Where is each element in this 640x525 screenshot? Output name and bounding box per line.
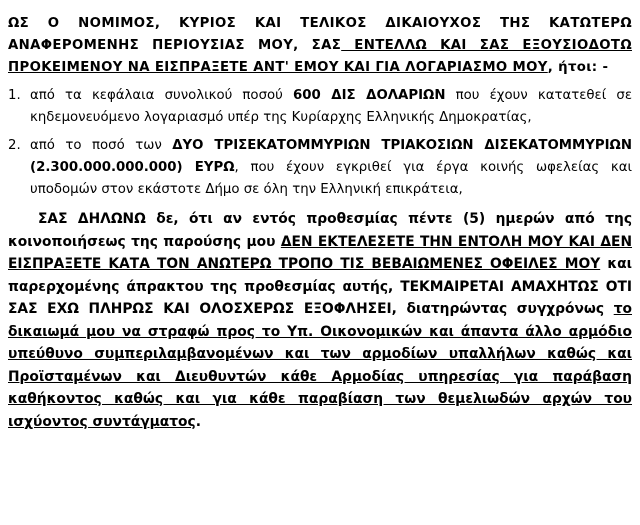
declaration-underlined-b: ΔΕΝ ΕΚΤΕΛΕΣΕΤΕ ΤΗΝ ΕΝΤΟΛΗ ΜΟΥ ΚΑΙ ΔΕΝ ΕΙΣΠΡΑΞΕΤΕ ΚΑΤΑ ΤΟΝ ΑΝΩΤΕΡΩ ΤΡΟΠΟ ΤΙΣ ΒΕΒΑΙΩΜΕΝΕΣ ΟΦΕΙΛΕΣ ΜΟΥ <box>8 233 633 272</box>
list-text-1 <box>30 85 632 129</box>
list-item-1 <box>8 85 632 129</box>
declaration-text-e: , διατηρώντας συγχρόνως <box>391 301 614 317</box>
declaration-indent <box>8 211 38 227</box>
item1-text-c: που έχουν κατατεθεί σε κηδεμονευόμενο λογαριασμό υπέρ της Κυρίαρχης Ελληνικής Δημοκρατίας, <box>30 88 633 125</box>
list-item-2 <box>8 135 632 201</box>
mandate-ending: , ήτοι: - <box>547 60 609 75</box>
item1-text-a: από τα κεφάλαια συνολικού ποσού <box>30 88 293 103</box>
declaration-underlined-f: το δικαιωμά μου να στραφώ προς το Υπ. Οικονομικών και άπαντα άλλο αρμόδιο υπεύθυνο συμπεριλαμβανομένων και των αρμοδίων υπαλλήλων καθώς και Προϊσταμένων και Διευθυντών κάθε Αρμοδίας υπηρεσίας για παράβαση καθήκοντος καθώς και για κάθε παραβίαση των θεμελιωδών αρχών του ισχύοντος συντάγματος <box>8 301 632 430</box>
declaration-text-g: . <box>195 413 201 430</box>
mandate-paragraph <box>8 13 632 79</box>
declaration-paragraph <box>8 208 632 433</box>
owner-declaration: ΩΣ Ο ΝΟΜΙΜΟΣ, ΚΥΡΙΟΣ ΚΑΙ ΤΕΛΙΚΟΣ ΔΙΚΑΙΟΥΧΟΣ ΤΗΣ ΚΑΤΩΤΕΡΩ ΑΝΑΦΕΡΟΜΕΝΗΣ ΠΕΡΙΟΥΣΙΑΣ ΜΟΥ, ΣΑΣ <box>8 16 632 53</box>
declaration-text-d: ΤΕΚΜΑΙΡΕΤΑΙ ΑΜΑΧΗΤΩΣ ΟΤΙ ΣΑΣ ΕΧΩ ΠΛΗΡΩΣ ΚΑΙ ΟΛΟΣΧΕΡΩΣ ΕΞΟΦΛΗΣΕΙ <box>8 278 633 317</box>
mandate-underlined: ΕΝΤΕΛΛΩ ΚΑΙ ΣΑΣ ΕΞΟΥΣΙΟΔΟΤΩ ΠΡΟΚΕΙΜΕΝΟΥ ΝΑ ΕΙΣΠΡΑΞΕΤΕ ΑΝΤ' ΕΜΟΥ ΚΑΙ ΓΙΑ ΛΟΓΑΡΙΑΣΜΟ ΜΟΥ <box>8 38 632 75</box>
item1-amount: 600 ΔΙΣ ΔΟΛΑΡΙΩΝ <box>292 88 446 103</box>
item2-amount: ΔΥΟ ΤΡΙΣΕΚΑΤΟΜΜΥΡΙΩΝ ΤΡΙΑΚΟΣΙΩΝ ΔΙΣΕΚΑΤΟΜΜΥΡΙΩΝ (2.300.000.000.000) ΕΥΡΩ <box>30 138 632 175</box>
item2-text-c: , που έχουν εγκριθεί για έργα κοινής ωφελείας και υποδομών στον εκάστοτε Δήμο σε όλη την Ελληνική επικράτεια, <box>30 160 633 197</box>
declaration-text-a: ΣΑΣ ΔΗΛΩΝΩ δε, ότι αν εντός προθεσμίας πέντε (5) ημερών από της κοινοποιήσεως της παρούσης μου <box>8 211 632 250</box>
list-text-2 <box>30 135 632 201</box>
list-number-2: 2. <box>8 138 21 153</box>
list-number-1: 1. <box>8 88 21 103</box>
declaration-text-c: και παρερχομένης άπρακτου της προθεσμίας αυτής, <box>8 256 632 295</box>
item2-text-a: από το ποσό των <box>30 138 173 153</box>
